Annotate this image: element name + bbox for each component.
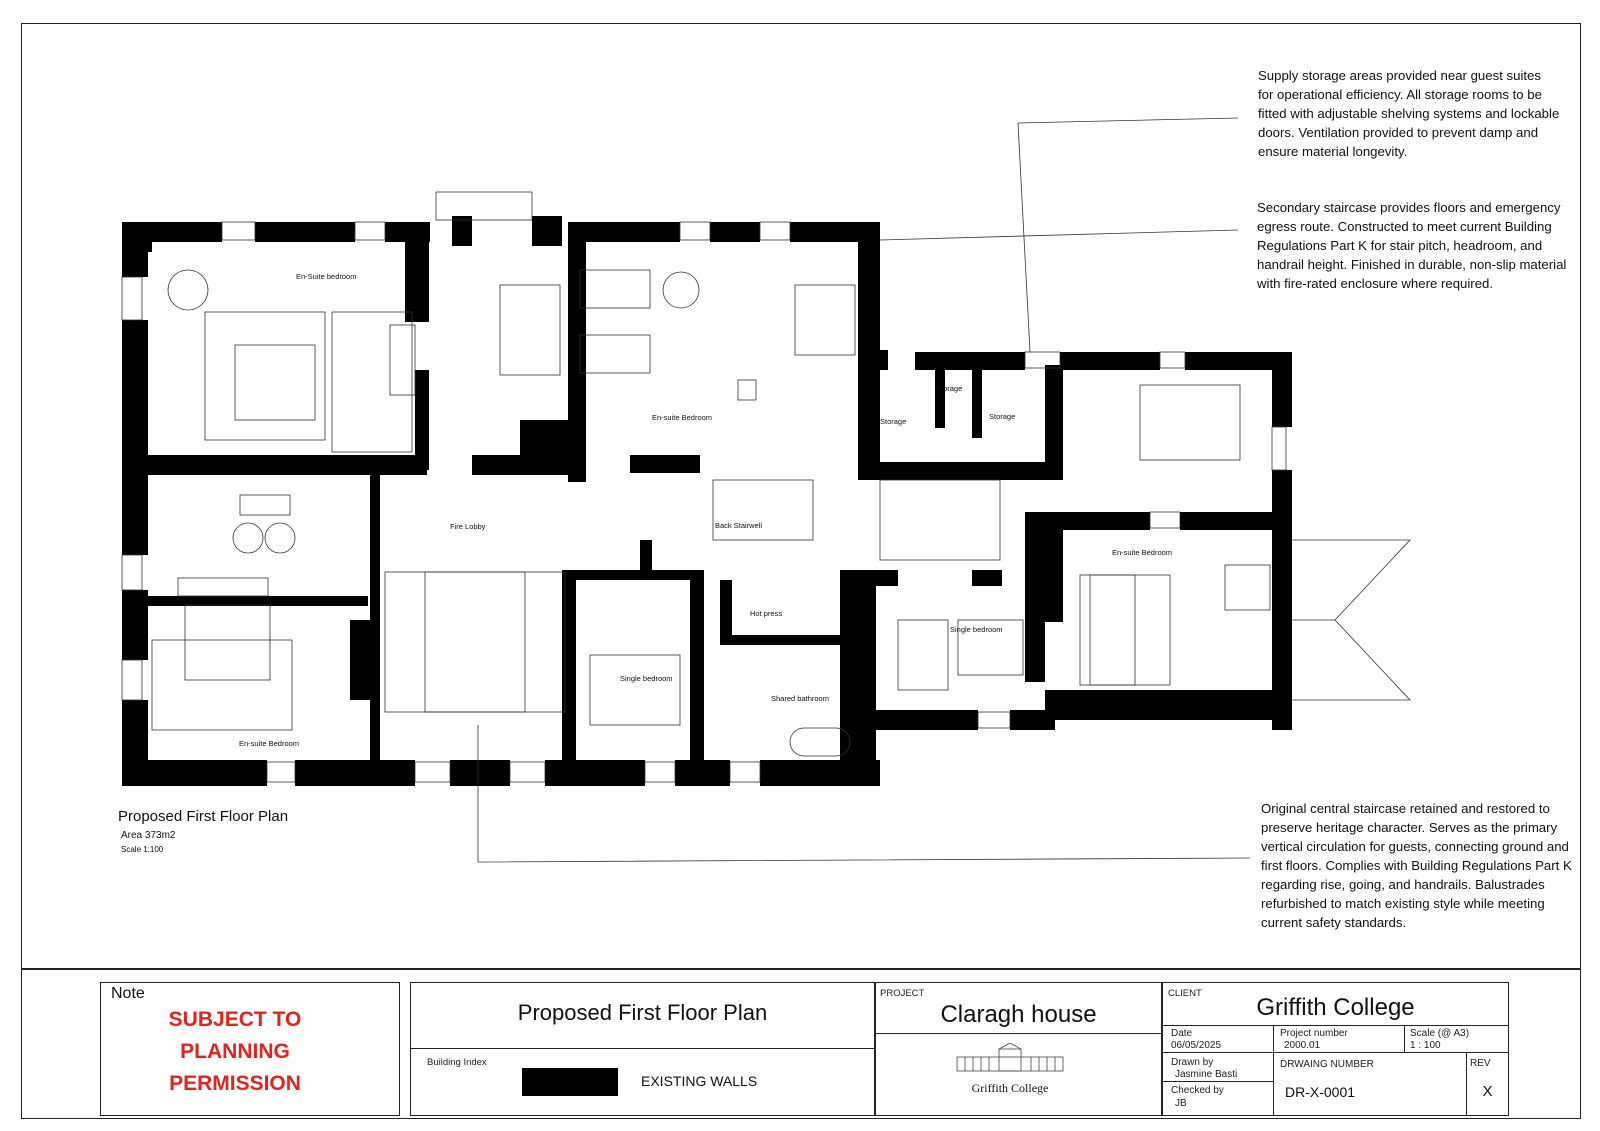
grid-line bbox=[1273, 1025, 1274, 1116]
rev-value: X bbox=[1482, 1083, 1493, 1100]
legend-existing-walls: EXISTING WALLS bbox=[641, 1073, 758, 1089]
room-label-storage-3: Storage bbox=[989, 412, 1016, 421]
room-label-storage-2: Storage bbox=[936, 384, 963, 393]
central-stair-note bbox=[1261, 799, 1572, 932]
central-stair-note-line: current safety standards. bbox=[1261, 915, 1407, 930]
storage-note-line: fitted with adjustable shelving systems and lockable bbox=[1258, 106, 1560, 121]
storage-note-line: doors. Ventilation provided to prevent damp and bbox=[1258, 125, 1539, 140]
room-label-ensuite-e: En-suite Bedroom bbox=[1112, 548, 1173, 557]
stair-note-line: handrail height. Finished in durable, non-slip material bbox=[1257, 257, 1567, 272]
room-label-ensuite-sw: En-suite Bedroom bbox=[239, 739, 300, 748]
existing-walls-swatch bbox=[522, 1068, 618, 1096]
drawing-number-value: DR-X-0001 bbox=[1285, 1084, 1356, 1100]
central-stair-note-line: vertical circulation for guests, connecting ground and bbox=[1261, 839, 1569, 854]
central-stair-note-line: regarding rise, going, and handrails. Balustrades bbox=[1261, 877, 1545, 892]
client-label: CLIENT bbox=[1168, 988, 1202, 999]
griffith-college-logo bbox=[955, 1043, 1065, 1085]
drawing-number-label: DRWAING NUMBER bbox=[1280, 1059, 1374, 1070]
storage-note-line: Supply storage areas provided near guest suites bbox=[1258, 68, 1541, 83]
plan-area: Area 373m2 bbox=[121, 830, 176, 841]
project-number-value: 2000.01 bbox=[1284, 1040, 1321, 1051]
room-label-storage-1: Storage bbox=[880, 417, 907, 426]
central-stair-note-line: refurbished to match existing style while meeting bbox=[1261, 896, 1545, 911]
room-label-back-stairwell: Back Stairwell bbox=[715, 521, 763, 530]
room-label-hot-press: Hot press bbox=[750, 609, 783, 618]
storage-note-line: for operational efficiency. All storage rooms to be bbox=[1258, 87, 1542, 102]
stair-note-line: egress route. Constructed to meet current Building bbox=[1257, 219, 1552, 234]
scale-label: Scale (@ A3) bbox=[1410, 1028, 1470, 1039]
central-stair-note-line: Original central staircase retained and restored to bbox=[1261, 801, 1550, 816]
room-label-fire-lobby: Fire Lobby bbox=[450, 522, 486, 531]
stair-note-line: Secondary staircase provides floors and emergency bbox=[1257, 200, 1561, 215]
project-label: PROJECT bbox=[880, 988, 925, 999]
sheet-title-divider bbox=[410, 1048, 875, 1049]
date-label: Date bbox=[1171, 1028, 1193, 1039]
room-label-single-bedroom-2: Single bedroom bbox=[950, 625, 1003, 634]
title-block-divider bbox=[21, 968, 1581, 970]
checked-by-value: JB bbox=[1175, 1098, 1187, 1109]
existing-walls bbox=[122, 216, 1292, 786]
stair-note bbox=[1257, 198, 1566, 293]
date-value: 06/05/2025 bbox=[1171, 1040, 1222, 1051]
building-index-label: Building Index bbox=[427, 1057, 487, 1068]
drawn-by-value: Jasmine Basti bbox=[1175, 1069, 1238, 1080]
plan-scale: Scale 1:100 bbox=[121, 845, 164, 854]
drawn-by-label: Drawn by bbox=[1171, 1057, 1214, 1068]
storage-note-line: ensure material longevity. bbox=[1258, 144, 1408, 159]
central-stair-note-line: first floors. Complies with Building Regulations Part K bbox=[1261, 858, 1572, 873]
plan-title: Proposed First Floor Plan bbox=[118, 808, 289, 825]
scale-value: 1 : 100 bbox=[1410, 1040, 1441, 1051]
storage-note bbox=[1258, 66, 1559, 161]
project-divider bbox=[875, 1033, 1162, 1034]
grid-line bbox=[1162, 1052, 1509, 1053]
planning-warning-line: PERMISSION bbox=[169, 1072, 301, 1095]
project-number-label: Project number bbox=[1280, 1028, 1348, 1039]
central-stair-note-line: preserve heritage character. Serves as the primary bbox=[1261, 820, 1558, 835]
rev-label: REV bbox=[1470, 1058, 1491, 1069]
grid-line bbox=[1162, 1081, 1273, 1082]
planning-warning-line: PLANNING bbox=[180, 1040, 290, 1063]
client-name: Griffith College bbox=[1256, 994, 1415, 1021]
logo-text: Griffith College bbox=[971, 1081, 1049, 1095]
project-name: Claragh house bbox=[940, 1001, 1097, 1028]
sheet-title: Proposed First Floor Plan bbox=[517, 1000, 768, 1025]
checked-by-label: Checked by bbox=[1171, 1085, 1224, 1096]
planning-warning bbox=[100, 1004, 370, 1100]
grid-line bbox=[1404, 1025, 1405, 1052]
stair-note-line: with fire-rated enclosure where required. bbox=[1257, 276, 1494, 291]
note-label: Note bbox=[111, 985, 145, 1002]
room-label-single-bedroom-1: Single bedroom bbox=[620, 674, 673, 683]
room-label-ensuite-n: En-suite Bedroom bbox=[652, 413, 713, 422]
room-label-ensuite-nw: En-Suite bedroom bbox=[296, 272, 357, 281]
stair-note-line: Regulations Part K for stair pitch, headroom, and bbox=[1257, 238, 1543, 253]
planning-warning-line: SUBJECT TO bbox=[168, 1008, 302, 1031]
client-divider bbox=[1162, 1025, 1509, 1026]
room-label-shared-bathroom: Shared bathroom bbox=[771, 694, 829, 703]
